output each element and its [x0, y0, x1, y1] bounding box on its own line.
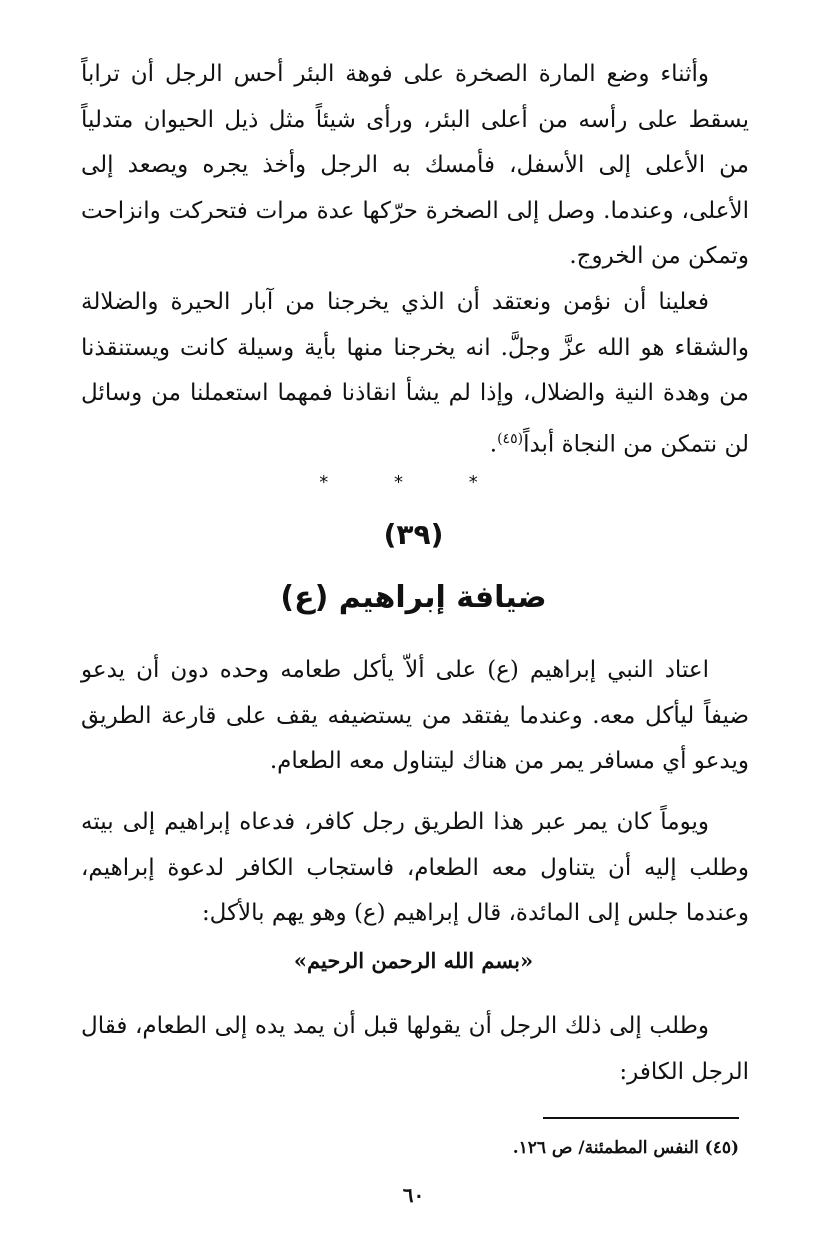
footnote-divider: [543, 1117, 739, 1119]
paragraph-text: ويوماً كان يمر عبر هذا الطريق رجل كافر، فدعاه إبراهيم إلى بيته وطلب إليه أن يتناول معه الطعام، فاستجاب الكافر لدعوة إبراهيم، وعندما جلس إلى المائدة، قال إبراهيم (ع) وهو يهم بالأكل:: [81, 809, 749, 926]
footnote-reference: (٤٥): [497, 430, 524, 447]
page-number: ٦٠: [402, 1183, 425, 1207]
paragraph-text: اعتاد النبي إبراهيم (ع) على ألاّ يأكل طعامه وحده دون أن يدعو ضيفاً ليأكل معه. وعندما يفتقد من يستضيفه يقف على قارعة الطريق ويدعو أي مسافر يمر من هناك ليتناول معه الطعام.: [81, 657, 749, 774]
paragraph-text: وأثناء وضع المارة الصخرة على فوهة البئر أحس الرجل أن تراباً يسقط على رأسه من أعلى البئر، ورأى شيئاً مثل ذيل الحيوان متدلياً من الأعلى إلى الأسفل، فأمسك به الرجل وأخذ يجره ويصعد إلى الأعلى، وعندما. وصل إلى الصخرة حرّكها عدة مرات فتحركت وانزاحت وتمكن من الخروج.: [81, 61, 749, 269]
footnote: (٤٥) النفس المطمئنة/ ص ١٢٦.: [512, 1138, 739, 1158]
basmala-quote: «بسم الله الرحمن الرحيم»: [293, 948, 534, 973]
paragraph-kafir-guest: [81, 800, 749, 937]
paragraph-well-story-ending: [81, 52, 749, 280]
paragraph-moral: [81, 280, 749, 468]
chapter-title: ضيافة إبراهيم (ع): [280, 580, 547, 615]
paragraph-request: [81, 1004, 749, 1095]
section-separator: * * *: [319, 472, 508, 493]
paragraph-body: فعلينا أن نؤمن ونعتقد أن الذي يخرجنا من آبار الحيرة والضلالة والشقاء هو الله عزَّ وجلَّ. انه يخرجنا منها بأية وسيلة كانت ويستنقذنا من وهدة النية والضلال، وإذا لم يشأ انقاذنا فمهما استعملنا من وسائل لن نتمكن من النجاة أبداً: [81, 289, 749, 458]
paragraph-abraham-custom: [81, 648, 749, 785]
chapter-number: (٣٩): [383, 518, 444, 551]
paragraph-end-mark: .: [489, 431, 498, 458]
paragraph-text: وطلب إلى ذلك الرجل أن يقولها قبل أن يمد يده إلى الطعام، فقال الرجل الكافر:: [81, 1013, 749, 1085]
paragraph-text: [81, 280, 749, 468]
